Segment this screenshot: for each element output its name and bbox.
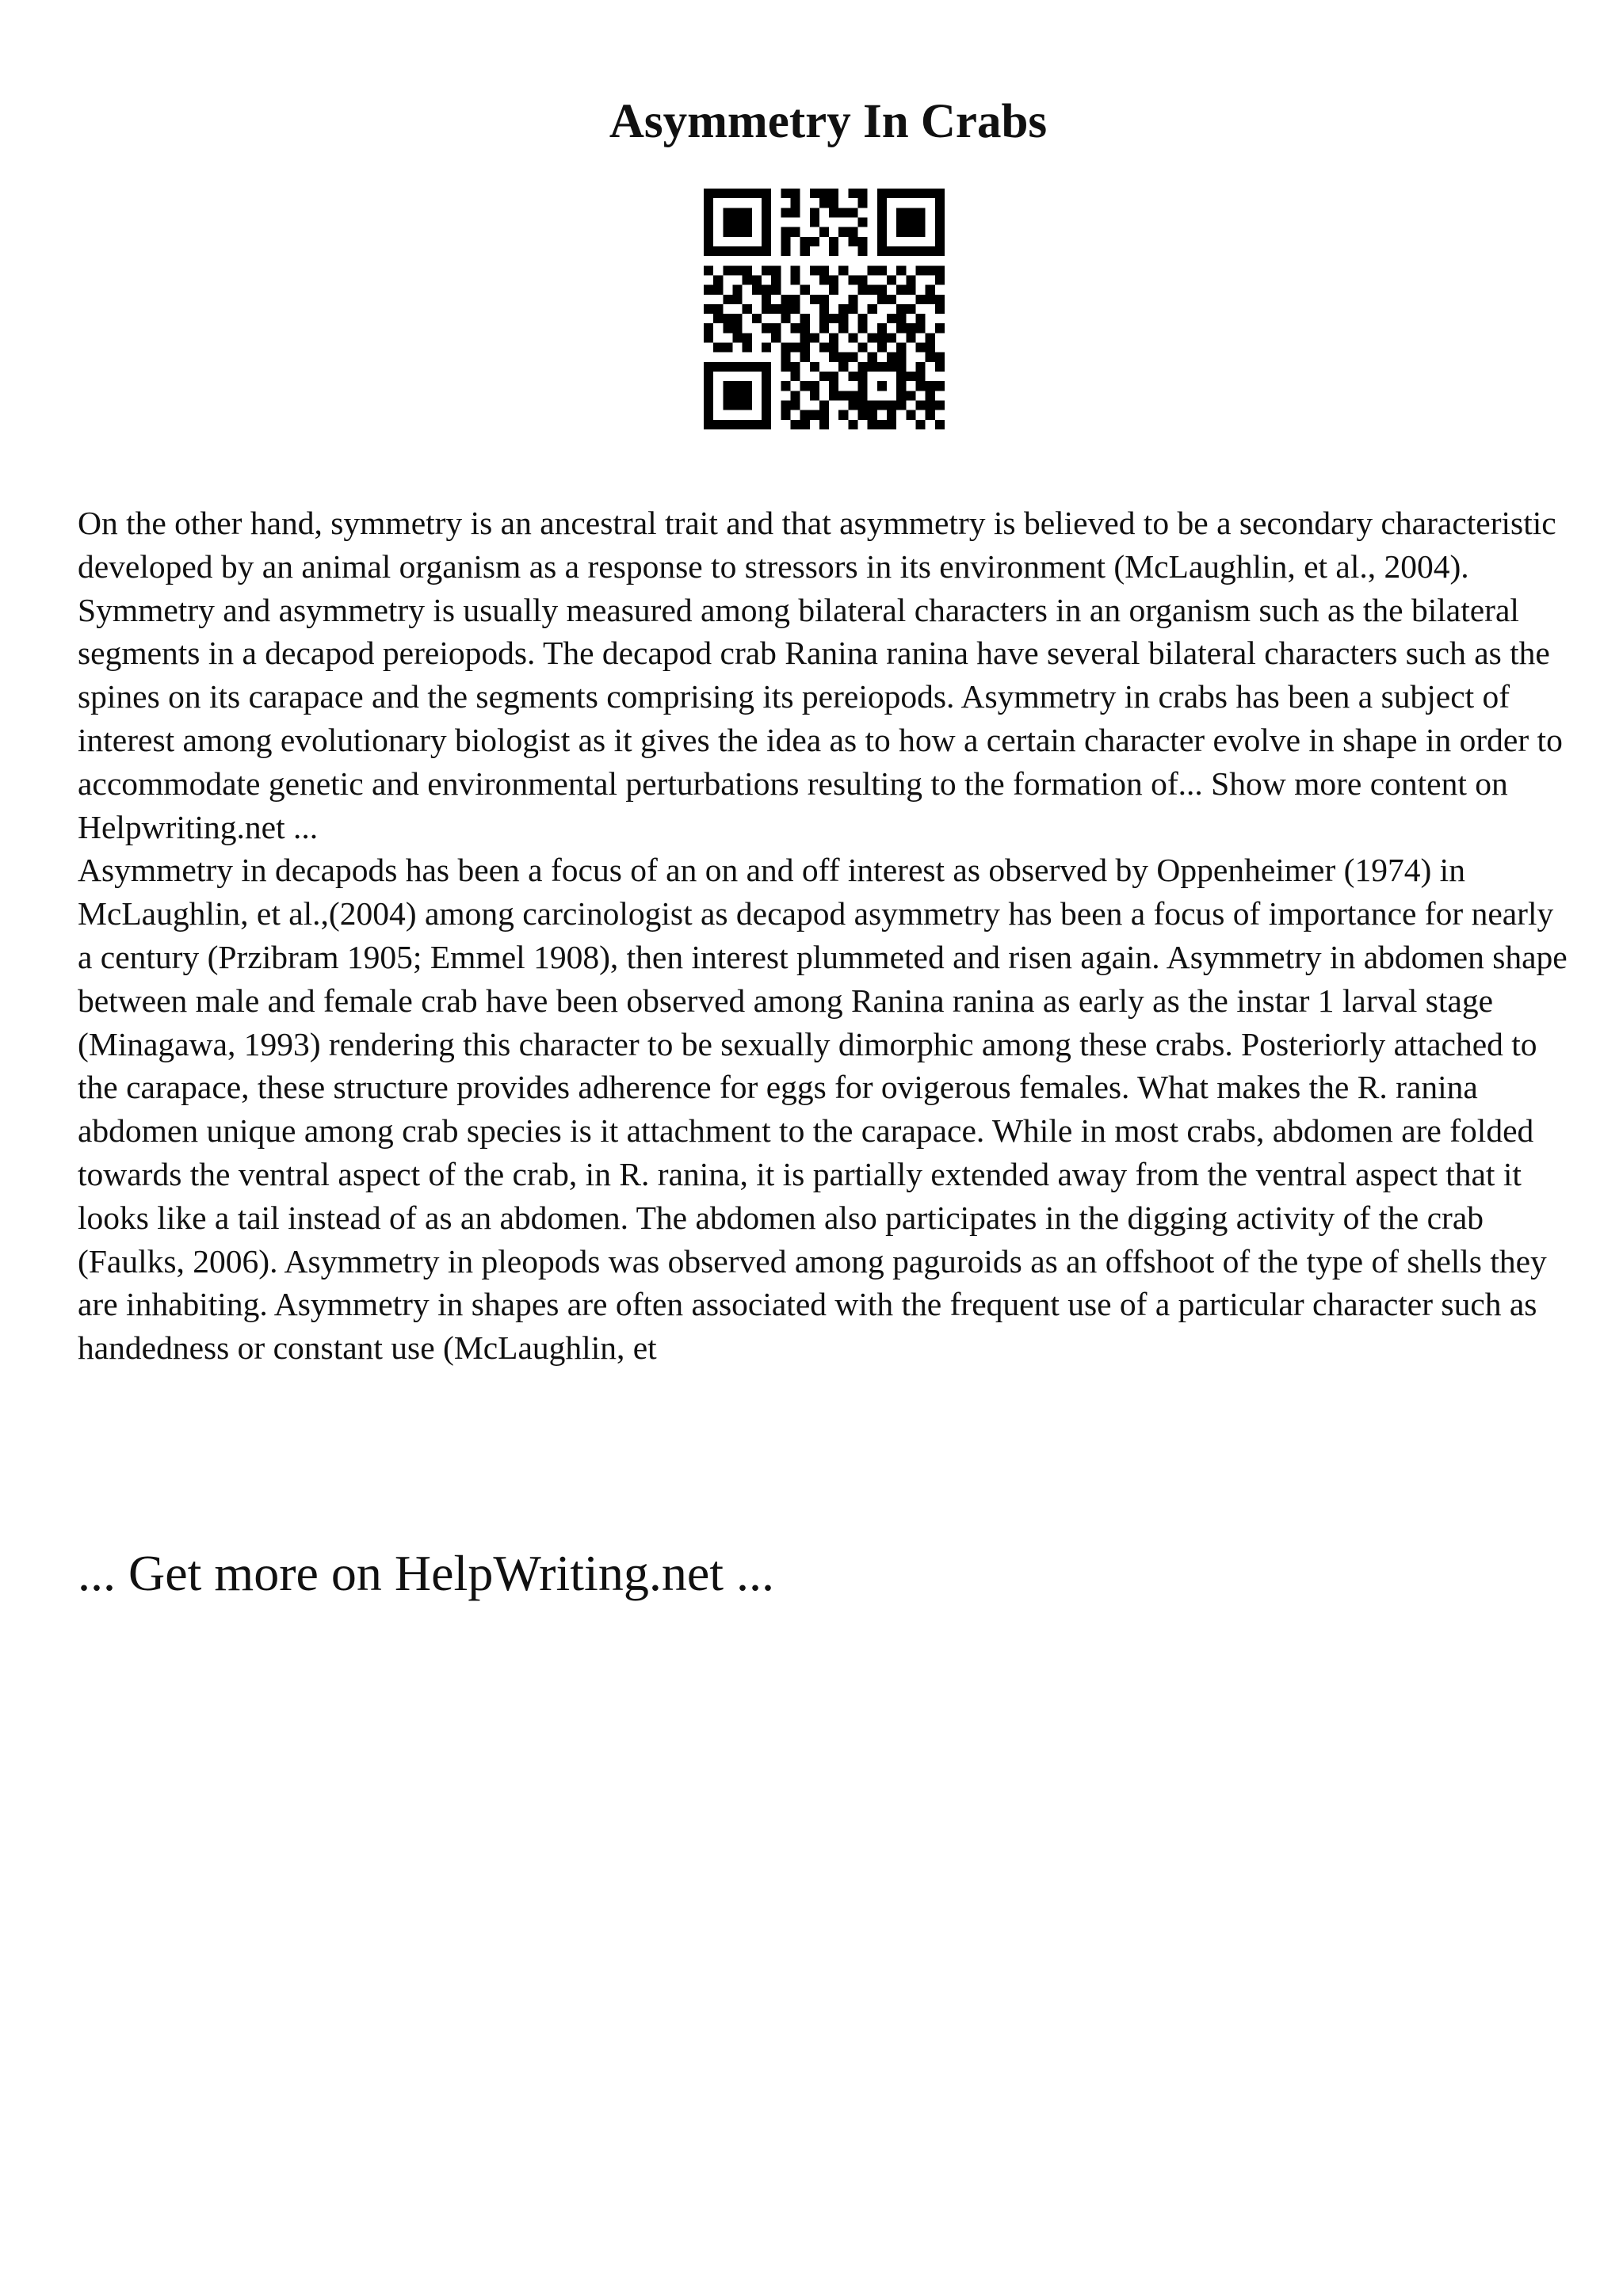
paragraph-1: On the other hand, symmetry is an ancestral trait and that asymmetry is believed to be a secondary characteristic developed by an animal organism as a response to stressors in its environment (McLaughlin, et al., 2004). Symmetry and asymmetry is usually measured among bilateral characters in an organism such as the bilateral segments in a decapod pereiopods. The decapod crab Ranina ranina have several bilateral characters such as the spines on its carapace and the segments comprising its pereiopods. Asymmetry in crabs has been a subject of interest among evolutionary biologist as it gives the idea as to how a certain character evolve in shape in order to accommodate genetic and environmental perturbations resulting to the formation of... Show more content on Helpwriting.net ...: [78, 505, 1563, 845]
document-body: [78, 502, 1568, 1370]
document-title: Asymmetry In Crabs: [609, 95, 1048, 148]
qr-code-graphic: [704, 189, 945, 429]
paragraph-2: Asymmetry in decapods has been a focus of an on and off interest as observed by Oppenheimer (1974) in McLaughlin, et al.,(2004) among carcinologist as decapod asymmetry has been a focus of importance for nearly a century (Przibram 1905; Emmel 1908), then interest plummeted and risen again. Asymmetry in abdomen shape between male and female crab have been observed among Ranina ranina as early as the instar 1 larval stage (Minagawa, 1993) rendering this character to be sexually dimorphic among these crabs. Posteriorly attached to the carapace, these structure provides adherence for eggs for ovigerous females. What makes the R. ranina abdomen unique among crab species is it attachment to the carapace. While in most crabs, abdomen are folded towards the ventral aspect of the crab, in R. ranina, it is partially extended away from the ventral aspect that it looks like a tail instead of as an abdomen. The abdomen also participates in the digging activity of the crab (Faulks, 2006). Asymmetry in pleopods was observed among paguroids as an offshoot of the type of shells they are inhabiting. Asymmetry in shapes are often associated with the frequent use of a particular character such as handedness or constant use (McLaughlin, et: [78, 852, 1568, 1367]
qr-code-icon[interactable]: [704, 189, 945, 429]
get-more-link[interactable]: ... Get more on HelpWriting.net ...: [78, 1545, 774, 1601]
